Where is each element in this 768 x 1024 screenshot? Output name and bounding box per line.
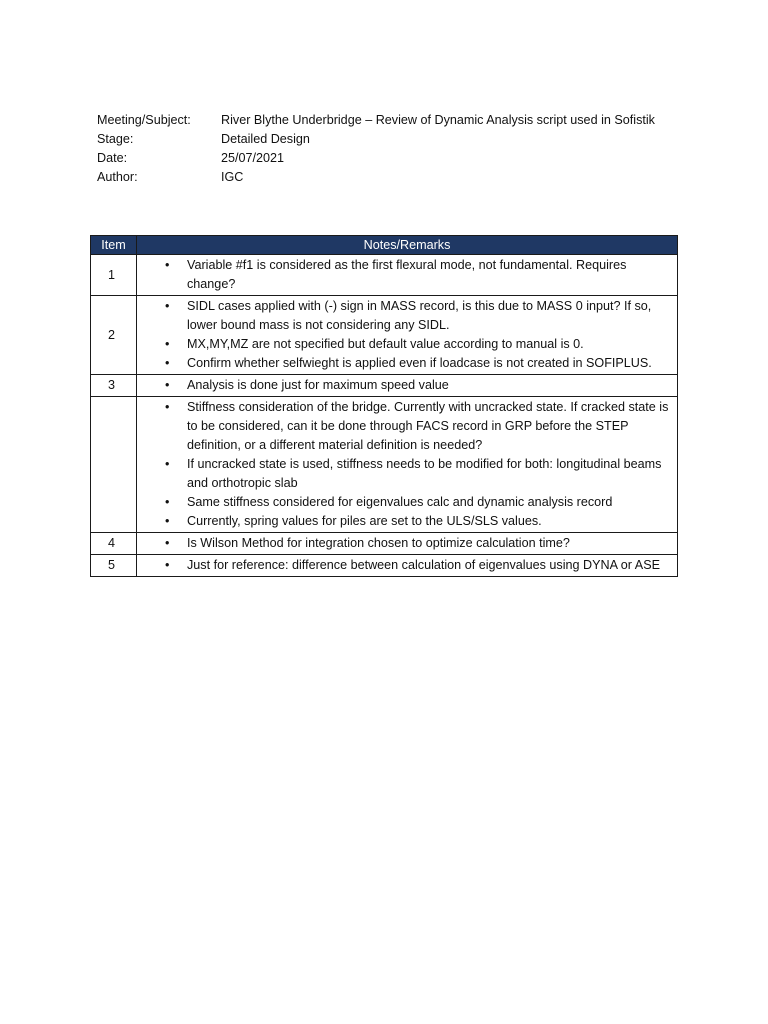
note-text: Analysis is done just for maximum speed value: [187, 378, 449, 392]
table-row: [91, 375, 678, 397]
note-text: If uncracked state is used, stiffness needs to be modified for both: longitudinal beams and orthotropic slab: [187, 457, 662, 490]
bullet-icon: •: [165, 400, 170, 414]
note-text: Currently, spring values for piles are set to the ULS/SLS values.: [187, 514, 542, 528]
item-number: 2: [91, 296, 137, 375]
notes-list: [137, 534, 673, 553]
bullet-icon: •: [165, 495, 170, 509]
table-header-row: [91, 236, 678, 255]
subject-row: [97, 111, 657, 130]
bullet-icon: •: [165, 337, 170, 351]
note-text: Is Wilson Method for integration chosen to optimize calculation time?: [187, 536, 570, 550]
table-row: [91, 533, 678, 555]
list-item: [137, 455, 673, 493]
notes-table: [90, 235, 678, 577]
note-text: Variable #f1 is considered as the first flexural mode, not fundamental. Requires change?: [187, 258, 627, 291]
note-text: Just for reference: difference between calculation of eigenvalues using DYNA or ASE: [187, 558, 661, 572]
list-item: [137, 297, 673, 335]
date-value: 25/07/2021: [221, 151, 285, 165]
bullet-icon: •: [165, 457, 170, 471]
document-header: [97, 111, 657, 187]
bullet-icon: •: [165, 356, 170, 370]
list-item: [137, 376, 673, 395]
list-item: [137, 256, 673, 294]
item-number: 4: [91, 533, 137, 555]
notes-list: [137, 398, 673, 531]
notes-table-body: [91, 255, 678, 577]
notes-cell: [137, 296, 678, 375]
note-text: Confirm whether selfwieght is applied even if loadcase is not created in SOFIPLUS.: [187, 356, 652, 370]
notes-cell: [137, 555, 678, 577]
note-text: MX,MY,MZ are not specified but default value according to manual is 0.: [187, 337, 584, 351]
item-number: [91, 397, 137, 533]
bullet-icon: •: [165, 258, 170, 272]
stage-value: Detailed Design: [221, 132, 310, 146]
subject-label: Meeting/Subject:: [97, 113, 191, 127]
list-item: [137, 398, 673, 455]
subject-value: River Blythe Underbridge – Review of Dynamic Analysis script used in Sofistik: [221, 113, 655, 127]
bullet-icon: •: [165, 378, 170, 392]
list-item: [137, 556, 673, 575]
author-label: Author:: [97, 170, 138, 184]
notes-list: [137, 297, 673, 373]
list-item: [137, 534, 673, 553]
table-row: [91, 296, 678, 375]
bullet-icon: •: [165, 536, 170, 550]
item-column-header: Item: [91, 236, 137, 255]
notes-cell: [137, 533, 678, 555]
date-label: Date:: [97, 151, 128, 165]
item-number: 1: [91, 255, 137, 296]
bullet-icon: •: [165, 558, 170, 572]
notes-cell: [137, 375, 678, 397]
item-number: 3: [91, 375, 137, 397]
stage-row: [97, 130, 657, 149]
date-row: [97, 149, 657, 168]
notes-cell: [137, 255, 678, 296]
table-row: [91, 555, 678, 577]
notes-column-header: Notes/Remarks: [137, 236, 678, 255]
notes-cell: [137, 397, 678, 533]
note-text: SIDL cases applied with (-) sign in MASS record, is this due to MASS 0 input? If so, lower bound mass is not considering any SIDL.: [187, 299, 652, 332]
stage-label: Stage:: [97, 132, 134, 146]
author-value: IGC: [221, 170, 244, 184]
table-row: [91, 397, 678, 533]
list-item: [137, 335, 673, 354]
list-item: [137, 512, 673, 531]
list-item: [137, 354, 673, 373]
table-row: [91, 255, 678, 296]
item-number: 5: [91, 555, 137, 577]
author-row: [97, 168, 657, 187]
notes-list: [137, 376, 673, 395]
note-text: Stiffness consideration of the bridge. Currently with uncracked state. If cracked state is to be considered, can it be done through FACS record in GRP before the STEP definition, or a different material definition is needed?: [187, 400, 669, 452]
note-text: Same stiffness considered for eigenvalues calc and dynamic analysis record: [187, 495, 613, 509]
notes-list: [137, 556, 673, 575]
notes-list: [137, 256, 673, 294]
list-item: [137, 493, 673, 512]
bullet-icon: •: [165, 299, 170, 313]
bullet-icon: •: [165, 514, 170, 528]
